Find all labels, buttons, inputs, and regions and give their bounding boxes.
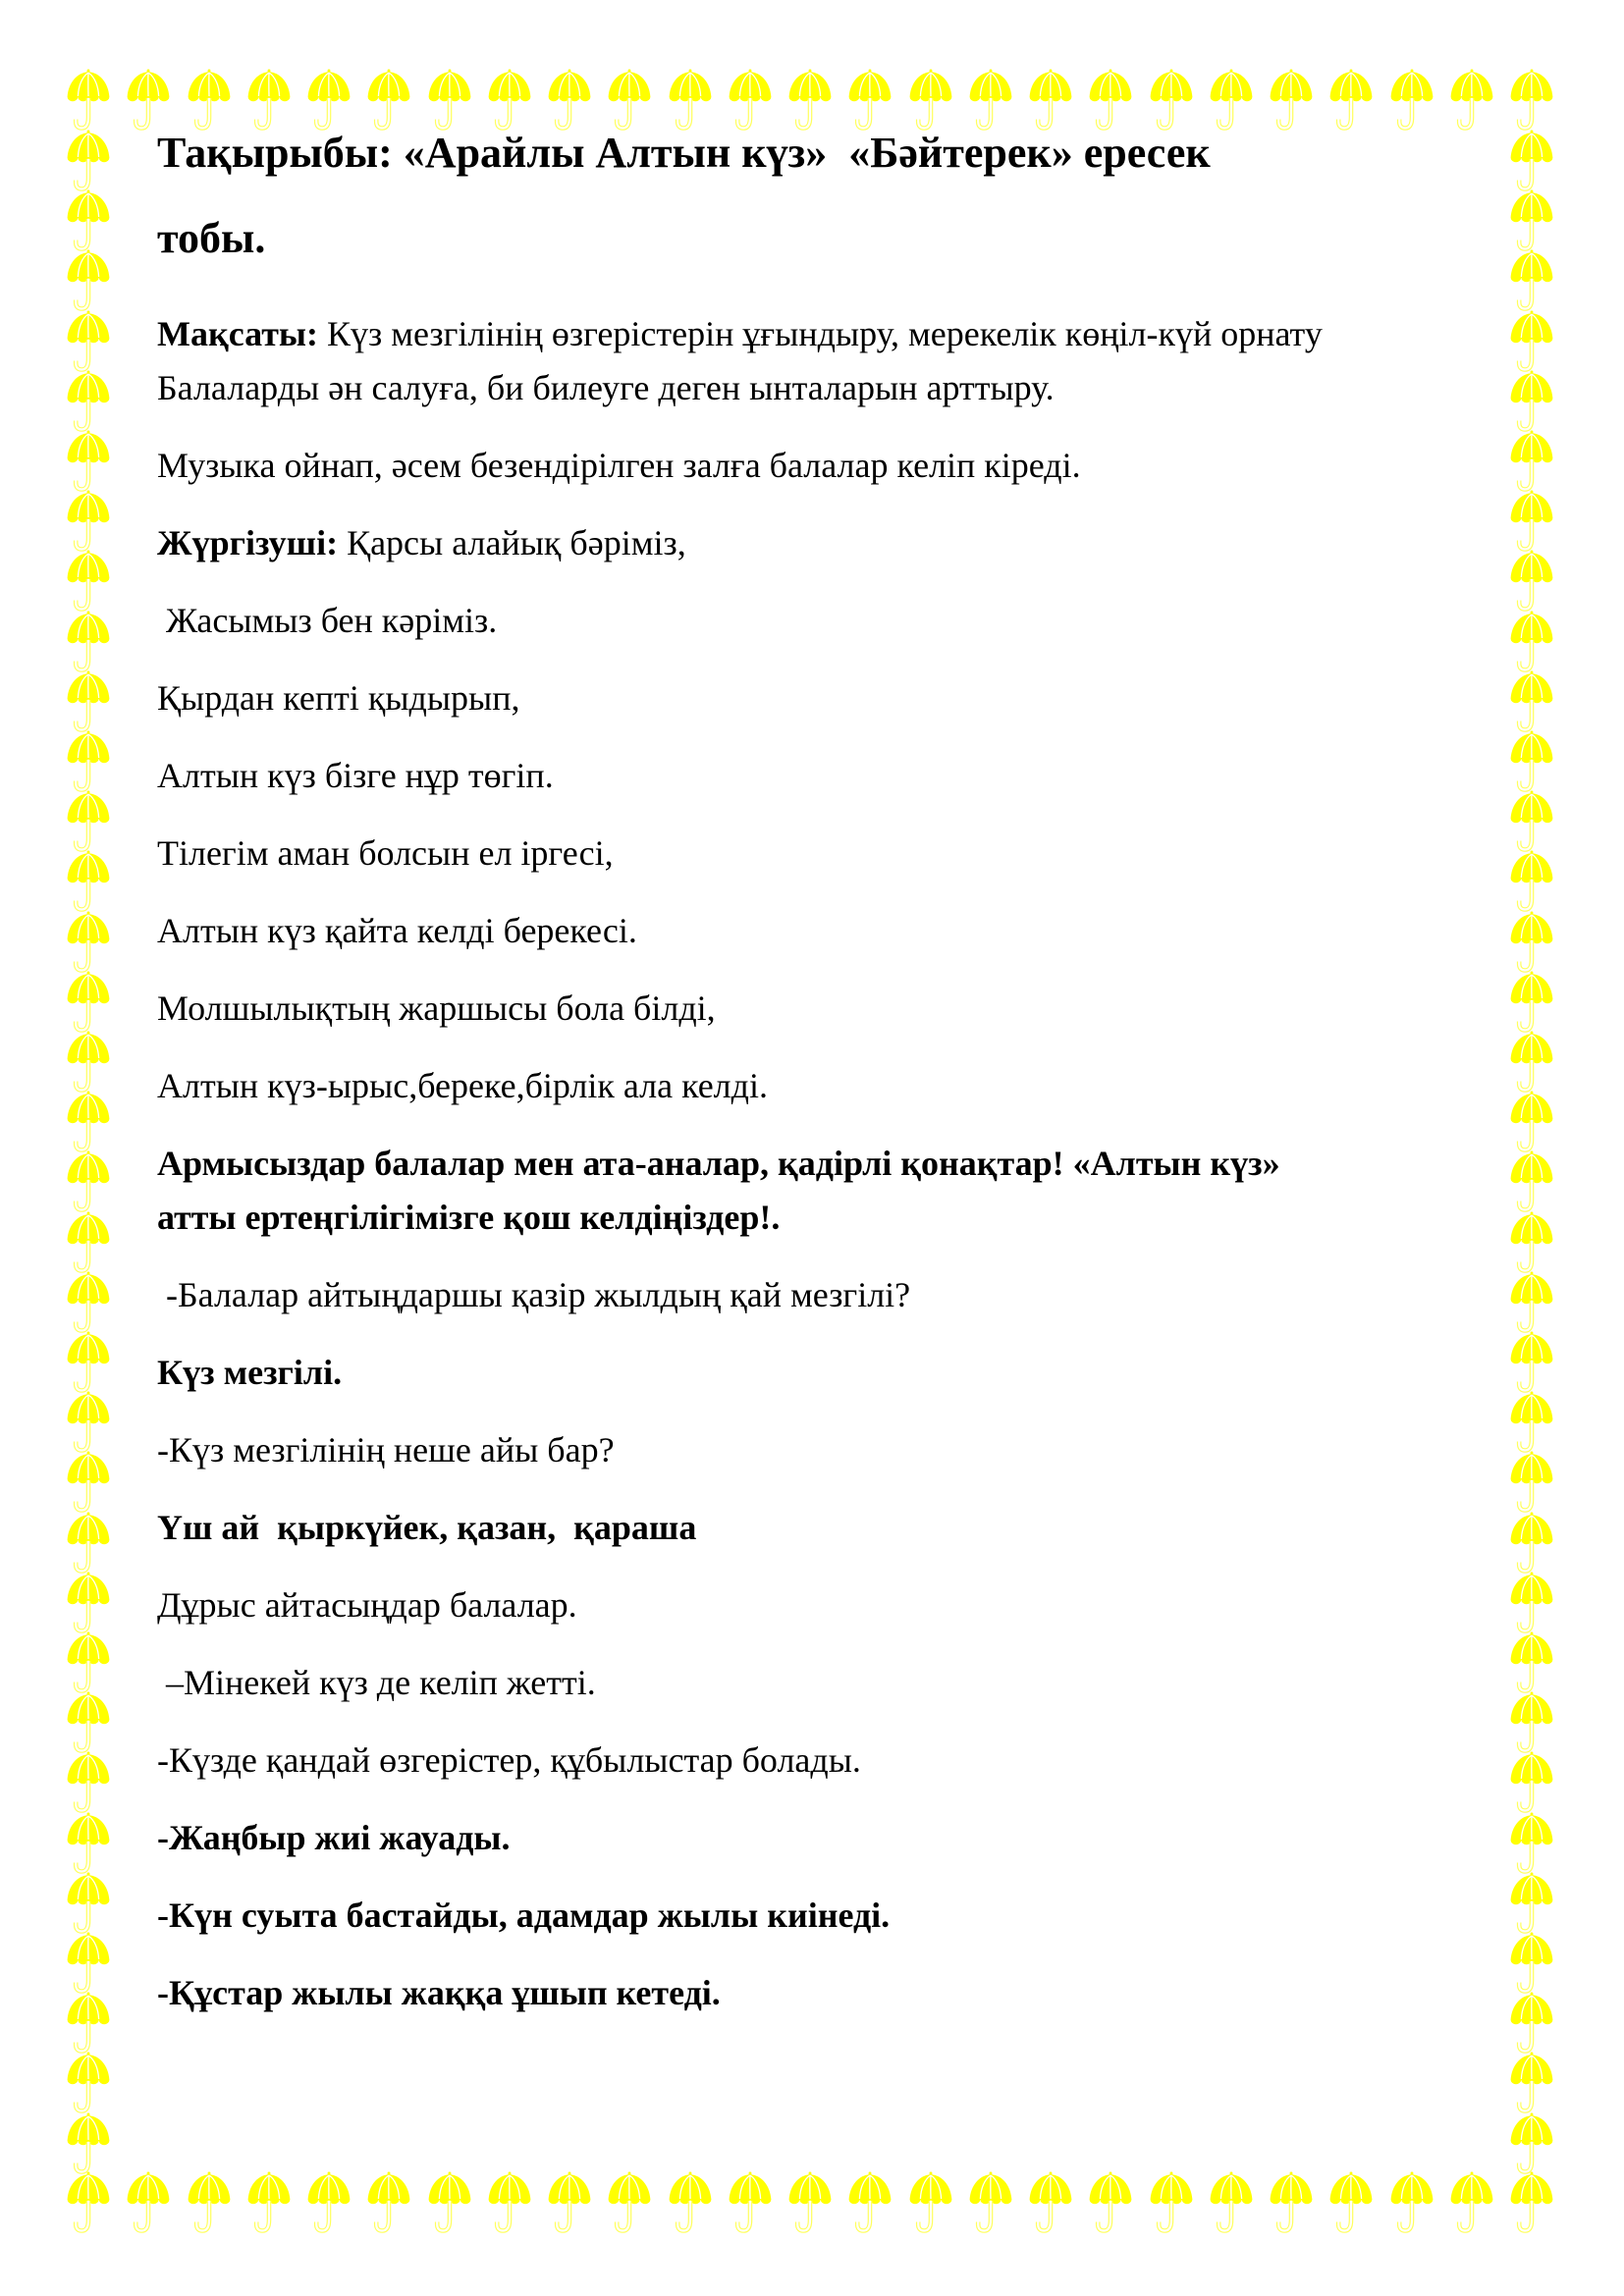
text-line [157,1966,1483,2020]
umbrella-icon [65,69,112,132]
umbrella-icon [1508,1872,1555,1935]
umbrella-icon [1508,1691,1555,1754]
umbrella-icon [1508,130,1555,192]
umbrella-icon [1027,2171,1074,2234]
umbrella-icon [1208,2171,1255,2234]
bold-text-run: Армысыздар балалар мен ата-аналар, қадірлі қонақтар! «Алтын күз» [157,1144,1280,1183]
bold-text-run: Жүргізуші: [157,523,339,562]
umbrella-icon [1508,850,1555,913]
text-run: Алтын күз қайта келді берекесі. [157,911,637,950]
umbrella-icon [65,189,112,252]
umbrella-icon [1508,490,1555,553]
umbrella-icon [1508,1271,1555,1334]
text-line [157,195,1483,281]
umbrella-icon [1508,1331,1555,1394]
text-run: Алтын күз-ырыс,береке,бірлік ала келді. [157,1066,768,1105]
umbrella-icon [486,2171,533,2234]
paragraph-6 [157,671,1483,725]
paragraph-9 [157,904,1483,958]
umbrella-icon [1388,2171,1435,2234]
umbrella-icon [907,2171,954,2234]
umbrella-icon [65,1572,112,1634]
umbrella-icon [1508,430,1555,493]
umbrella-icon [1508,670,1555,733]
umbrella-icon [1508,1631,1555,1694]
text-line [157,1578,1483,1632]
text-line [157,439,1483,493]
paragraph-12 [157,1137,1483,1245]
umbrella-icon [1508,1751,1555,1814]
umbrella-icon [65,1691,112,1754]
umbrella-icon [1508,611,1555,673]
paragraph-8 [157,827,1483,881]
text-run: Қарсы алайық бәріміз, [338,523,686,562]
umbrella-icon [546,2171,593,2234]
text-run: Молшылықтың жаршысы бола білді, [157,988,716,1028]
umbrella-icon [426,2171,473,2234]
text-line [157,671,1483,725]
bold-text-run: Күз мезгілі. [157,1353,343,1392]
text-line [157,1501,1483,1555]
paragraph-11 [157,1059,1483,1113]
text-line [157,307,1483,361]
umbrella-icon [667,2171,714,2234]
text-line [157,1059,1483,1113]
umbrella-icon [65,790,112,853]
umbrella-icon [1508,911,1555,974]
umbrella-icon [65,550,112,613]
text-line [157,1811,1483,1865]
text-run: Тілегім аман болсын ел іргесі, [157,833,614,873]
bold-text-run: Үш ай қыркүйек, қазан, қараша [157,1508,697,1547]
text-line [157,827,1483,881]
paragraph-3 [157,439,1483,493]
umbrella-icon [65,430,112,493]
umbrella-icon [65,1211,112,1274]
umbrella-icon [1508,971,1555,1034]
umbrella-icon [1508,189,1555,252]
umbrella-icon [1508,1031,1555,1094]
umbrella-icon [1508,730,1555,793]
umbrella-icon [1508,69,1555,132]
text-run: Балаларды ән салуға, би билеуге деген ынталарын арттыру. [157,368,1055,407]
text-run: -Күз мезгілінің неше айы бар? [157,1430,615,1469]
umbrella-icon [65,670,112,733]
umbrella-icon [1508,1992,1555,2055]
umbrella-icon [65,1451,112,1514]
text-run: Жасымыз бен кәріміз. [157,601,498,640]
umbrella-icon [65,730,112,793]
bold-text-run: -Құстар жылы жаққа ұшып кетеді. [157,1973,721,2012]
paragraph-18 [157,1656,1483,1710]
umbrella-icon [65,1812,112,1875]
text-line [157,982,1483,1036]
umbrella-icon [1148,2171,1195,2234]
umbrella-icon [786,2171,834,2234]
umbrella-icon [1508,1451,1555,1514]
umbrella-icon [65,1091,112,1153]
umbrella-icon [1508,1512,1555,1575]
paragraph-21 [157,1889,1483,1943]
text-line [157,1889,1483,1943]
paragraph-10 [157,982,1483,1036]
umbrella-icon [365,2171,412,2234]
umbrella-icon [1508,2171,1555,2234]
paragraph-4 [157,516,1483,570]
paragraph-13 [157,1268,1483,1322]
text-line [157,1191,1483,1245]
text-line [157,1268,1483,1322]
bold-text-run: -Күн суыта бастайды, адамдар жылы киінеді. [157,1896,891,1935]
umbrella-icon [65,2112,112,2175]
text-line [157,1656,1483,1710]
umbrella-icon [1508,1211,1555,1274]
umbrella-icon [65,2171,112,2234]
text-line [157,110,1483,195]
umbrella-icon [125,2171,172,2234]
umbrella-icon [65,1031,112,1094]
text-run: -Күзде қандай өзгерістер, құбылыстар болады. [157,1740,861,1780]
text-line [157,1734,1483,1788]
umbrella-icon [245,2171,293,2234]
text-run: Дұрыс айтасыңдар балалар. [157,1585,577,1625]
umbrella-icon [1508,1932,1555,1995]
umbrella-icon [65,490,112,553]
umbrella-icon [1508,370,1555,433]
paragraph-14 [157,1346,1483,1400]
umbrella-icon [186,2171,233,2234]
umbrella-icon [1508,1391,1555,1454]
text-run: Музыка ойнап, әсем безендірілген залға балалар келіп кіреді. [157,446,1081,485]
paragraph-16 [157,1501,1483,1555]
umbrella-icon [65,1512,112,1575]
umbrella-icon [1268,2171,1315,2234]
paragraph-19 [157,1734,1483,1788]
text-line [157,1346,1483,1400]
umbrella-icon [65,370,112,433]
text-line [157,904,1483,958]
umbrella-icon [65,1932,112,1995]
text-line [157,361,1483,415]
umbrella-icon [1087,2171,1134,2234]
umbrella-icon [1508,1812,1555,1875]
umbrella-icon [1508,1150,1555,1213]
text-line [157,749,1483,803]
text-run: Қырдан кепті қыдырып, [157,678,520,718]
umbrella-icon [305,2171,352,2234]
umbrella-icon [65,1872,112,1935]
text-run: -Балалар айтыңдаршы қазір жылдың қай мезгілі? [157,1275,911,1314]
text-line [157,1423,1483,1477]
umbrella-icon [65,130,112,192]
umbrella-icon [65,249,112,312]
bold-text-run: Мақсаты: [157,314,318,353]
umbrella-icon [65,971,112,1034]
bold-text-run: атты ертеңгілігімізге қош келдіңіздер!. [157,1198,781,1237]
bold-text-run: тобы. [157,214,266,262]
paragraph-17 [157,1578,1483,1632]
umbrella-icon [1448,2171,1495,2234]
document-body [157,110,1483,2044]
umbrella-icon [65,1751,112,1814]
text-line [157,594,1483,648]
umbrella-icon [727,2171,774,2234]
umbrella-icon [65,1331,112,1394]
paragraph-22 [157,1966,1483,2020]
text-line [157,1137,1483,1191]
umbrella-icon [1508,550,1555,613]
umbrella-icon [65,1992,112,2055]
umbrella-icon [1508,2112,1555,2175]
paragraph-15 [157,1423,1483,1477]
umbrella-icon [65,2052,112,2114]
umbrella-icon [65,1631,112,1694]
umbrella-icon [65,850,112,913]
umbrella-icon [1508,2052,1555,2114]
umbrella-icon [65,1150,112,1213]
umbrella-icon [65,1271,112,1334]
umbrella-icon [1508,1572,1555,1634]
text-run: Алтын күз бізге нұр төгіп. [157,756,554,795]
text-run: Күз мезгілінің өзгерістерін ұғындыру, мерекелік көңіл-күй орнату [318,314,1323,353]
umbrella-icon [1508,790,1555,853]
text-line [157,516,1483,570]
paragraph-7 [157,749,1483,803]
umbrella-icon [967,2171,1014,2234]
bold-text-run: Тақырыбы: «Арайлы Алтын күз» «Бәйтерек» ересек [157,129,1211,177]
umbrella-icon [65,911,112,974]
umbrella-icon [1327,2171,1375,2234]
umbrella-icon [846,2171,893,2234]
paragraph-5 [157,594,1483,648]
text-run: –Мінекей күз де келіп жетті. [157,1663,596,1702]
umbrella-icon [1508,1091,1555,1153]
umbrella-icon [65,310,112,373]
document-title [157,110,1483,281]
umbrella-icon [65,611,112,673]
paragraph-20 [157,1811,1483,1865]
bold-text-run: -Жаңбыр жиі жауады. [157,1818,511,1857]
paragraph-2 [157,307,1483,415]
umbrella-icon [1508,310,1555,373]
umbrella-icon [606,2171,653,2234]
umbrella-icon [65,1391,112,1454]
umbrella-icon [1508,249,1555,312]
